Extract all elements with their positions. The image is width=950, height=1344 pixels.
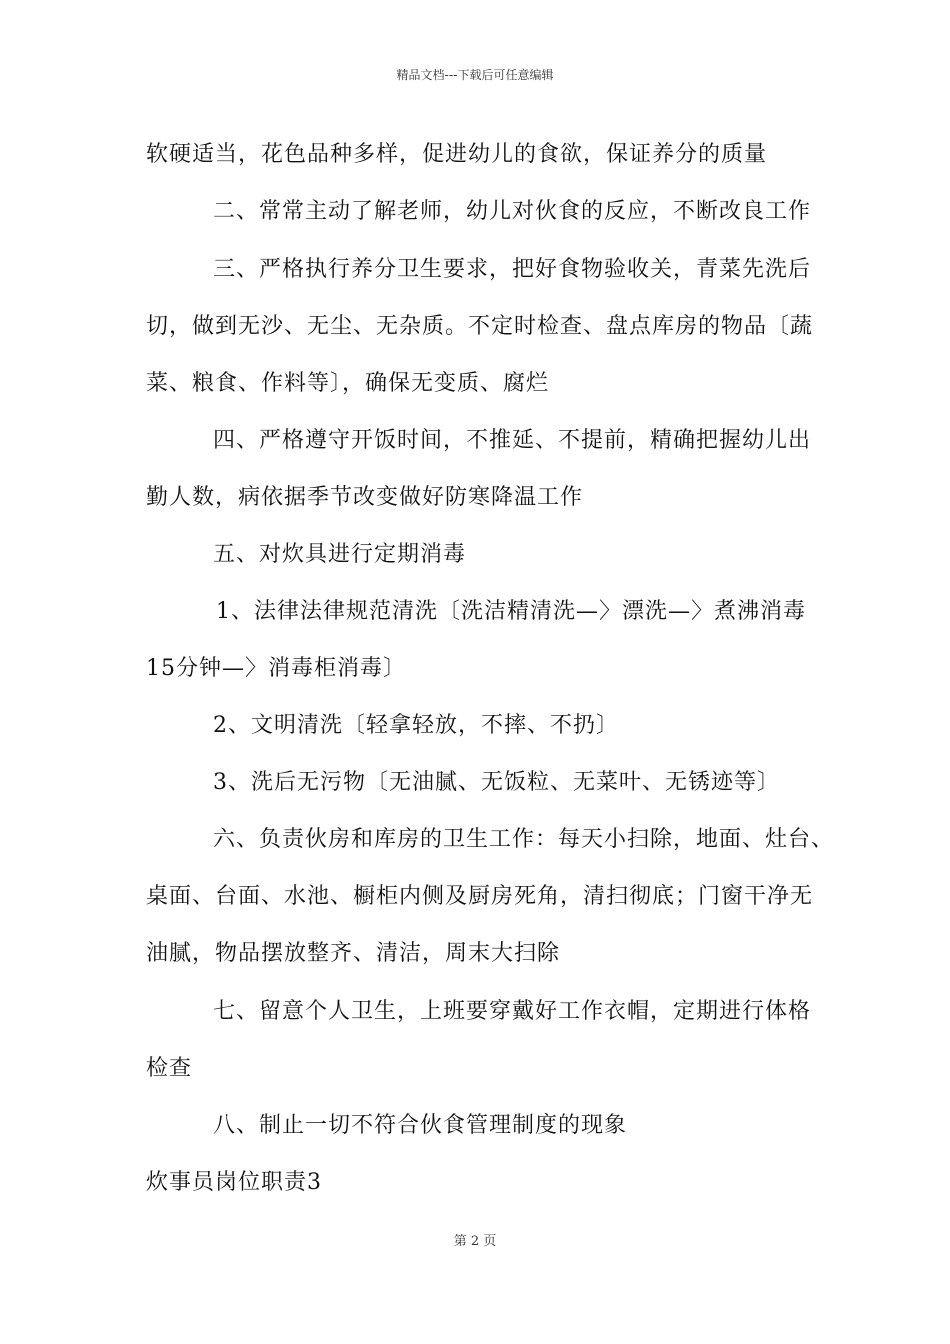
body-text-line: 切，做到无沙、无尘、无杂质。不定时检查、盘点库房的物品〔蔬 <box>146 314 814 339</box>
body-text-line: 七、留意个人卫生，上班要穿戴好工作衣帽，定期进行体格 <box>213 999 812 1024</box>
body-text-line: 2、文明清洗〔轻拿轻放，不摔、不扔〕 <box>213 713 619 738</box>
body-text-line: 四、严格遵守开饭时间，不推延、不提前，精确把握幼儿出 <box>213 428 812 453</box>
body-text-line: 3、洗后无污物〔无油腻、无饭粒、无菜叶、无锈迹等〕 <box>213 770 780 795</box>
body-text-line: 八、制止一切不符合伙食管理制度的现象 <box>213 1113 628 1138</box>
body-text-line: 15分钟—〉消毒柜消毒〕 <box>146 656 406 681</box>
section-heading: 炊事员岗位职责3 <box>146 1170 322 1195</box>
body-text-line: 检查 <box>146 1056 193 1081</box>
body-text-line: 桌面、台面、水池、橱柜内侧及厨房死角，清扫彻底；门窗干净无 <box>146 884 814 909</box>
body-text-line: 勤人数，病依据季节改变做好防寒降温工作 <box>146 485 584 510</box>
body-text-line: 软硬适当，花色品种多样，促进幼儿的食欲，保证养分的质量 <box>146 142 768 167</box>
page-number: 第 2 页 <box>453 1234 497 1249</box>
body-text-line: 六、负责伙房和库房的卫生工作：每天小扫除，地面、灶台、 <box>213 827 835 852</box>
body-text-line: 油腻，物品摆放整齐、清洁，周末大扫除 <box>146 941 561 966</box>
body-text-line: 三、严格执行养分卫生要求，把好食物验收关，青菜先洗后 <box>213 257 812 282</box>
body-text-line: 五、对炊具进行定期消毒 <box>213 542 467 567</box>
body-text-line: 菜、粮食、作料等〕，确保无变质、腐烂 <box>146 371 550 396</box>
body-text-line: 二、常常主动了解老师，幼儿对伙食的反应，不断改良工作 <box>213 199 812 224</box>
page-header: 精品文档---下载后可任意编辑 <box>396 68 554 82</box>
body-text-line: 1、法律法律规范清洗〔洗洁精清洗—〉漂洗—〉煮沸消毒 <box>216 599 806 624</box>
